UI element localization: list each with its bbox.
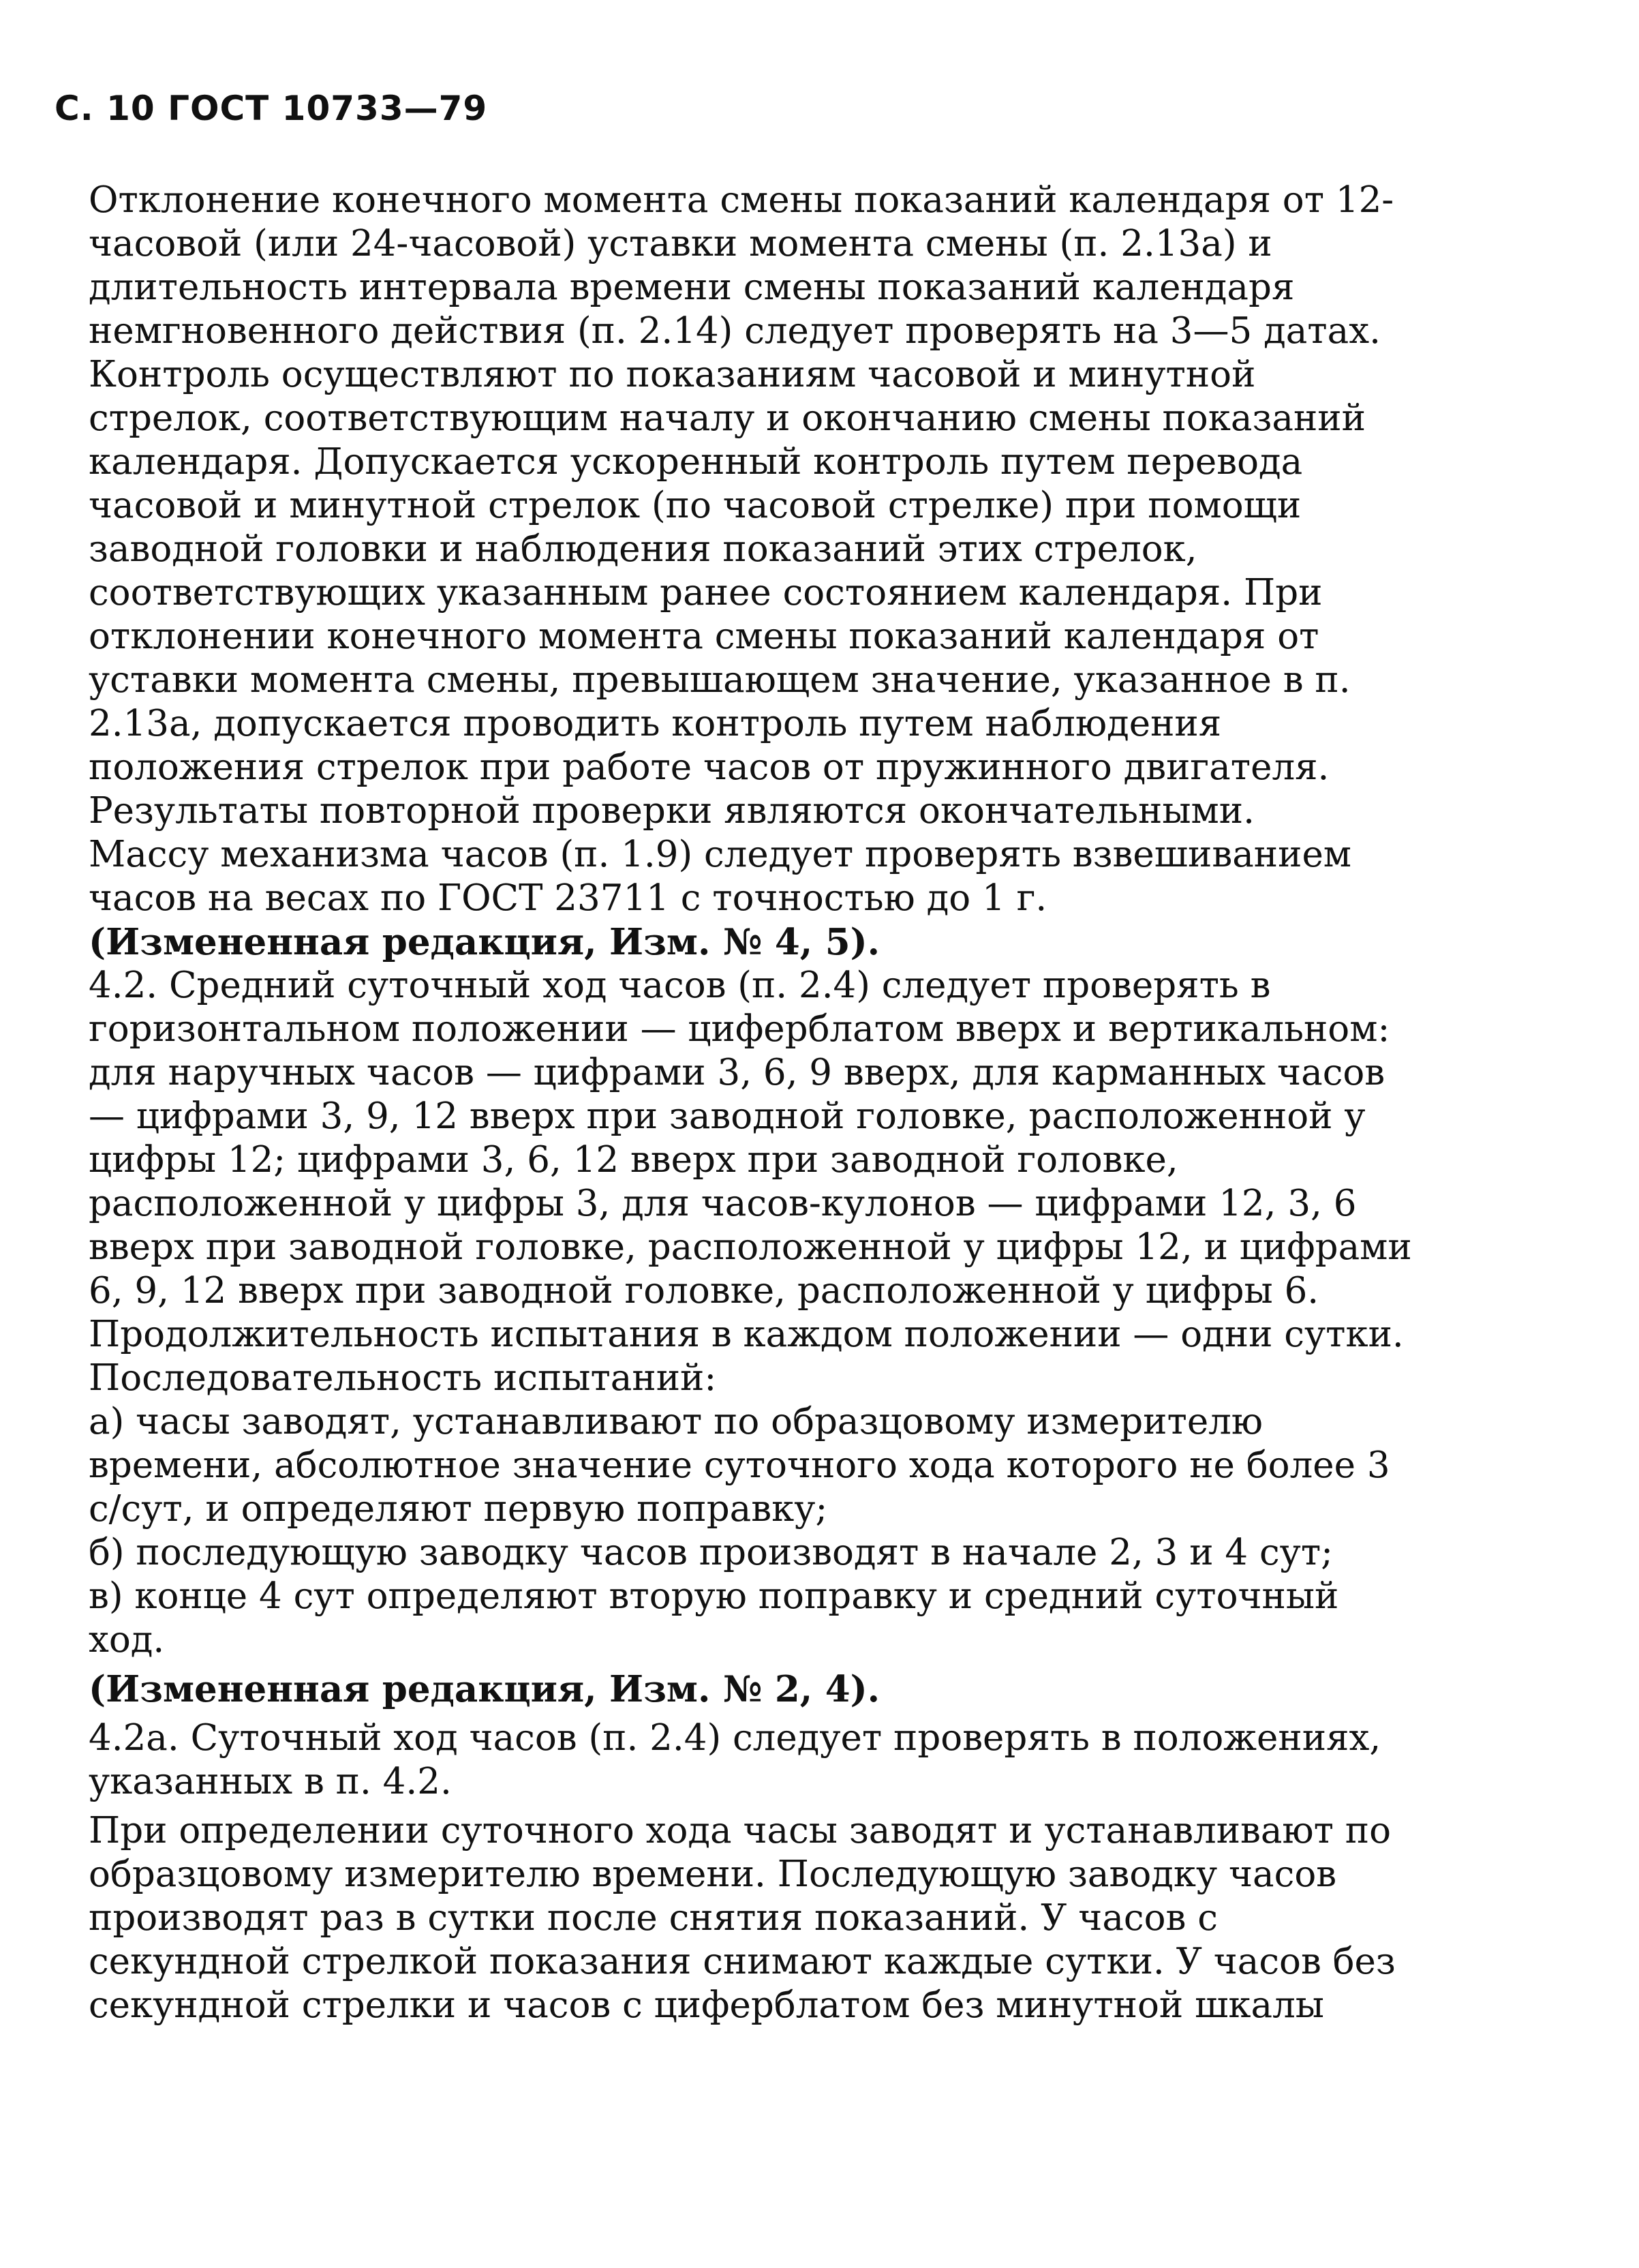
paragraph-test-duration: Продолжительность испытания в каждом положении — одни сутки. (89, 1314, 1404, 1355)
paragraph-mass-check: Массу механизма часов (п. 1.9) следует проверять взвешиванием часов на весах по ГОСТ 23711 с точностью до 1 г. (89, 834, 1352, 919)
amendment-note: (Измененная редакция, Изм. № 4, 5). (89, 921, 880, 963)
running-header: С. 10 ГОСТ 10733—79 (55, 89, 488, 128)
paragraph-test-sequence: Последовательность испытаний: (89, 1357, 717, 1399)
paragraph-calendar-check: Отклонение конечного момента смены показаний календаря от 12-часовой (или 24-часовой) уставки момента смены (п. 2.13а) и длительность интервала времени смены показаний календаря немгновенного действия (п. 2.14) следует проверять на 3—5 датах. Контроль осуществляют по показаниям часовой и минутной стрелок, соответствующим началу и окончанию смены показаний календаря. Допускается ускоренный контроль путем перевода часовой и минутной стрелок (по часовой стрелке) при помощи заводной головки и наблюдения показаний этих стрелок, соответствующих указанным ранее состоянием календаря. При отклонении конечного момента смены показаний календаря от уставки момента смены, превышающем значение, указанное в п. 2.13а, допускается проводить контроль путем наблюдения положения стрелок при работе часов от пружинного двигателя. Результаты повторной проверки являются окончательными. (89, 179, 1394, 832)
list-item-b: б) последующую заводку часов производят в начале 2, 3 и 4 сут; (89, 1532, 1334, 1573)
document-body (89, 179, 1418, 2027)
paragraph-daily-rate: При определении суточного хода часы заводят и устанавливают по образцовому измерителю времени. Последующую заводку часов производят раз в сутки после снятия показаний. У часов с секундной стрелкой показания снимают каждые сутки. У часов без секундной стрелки и часов с циферблатом без минутной шкалы (89, 1810, 1396, 2026)
paragraph-4-2: 4.2. Средний суточный ход часов (п. 2.4) следует проверять в горизонтальном положении — циферблатом вверх и вертикальном: для наручных часов — цифрами 3, 6, 9 вверх, для карманных часов — цифрами 3, 9, 12 вверх при заводной головке, расположенной у цифры 12; цифрами 3, 6, 12 вверх при заводной головке, расположенной у цифры 3, для часов-кулонов — цифрами 12, 3, 6 вверх при заводной головке, расположенной у цифры 12, и цифрами 6, 9, 12 вверх при заводной головке, расположенной у цифры 6. (89, 965, 1412, 1312)
amendment-note: (Измененная редакция, Изм. № 2, 4). (89, 1668, 880, 1710)
list-item-a: а) часы заводят, устанавливают по образцовому измерителю времени, абсолютное значение суточного хода которого не более 3 с/сут, и определяют первую поправку; (89, 1401, 1390, 1530)
paragraph-4-2a: 4.2а. Суточный ход часов (п. 2.4) следует проверять в положениях, указанных в п. 4.2. (89, 1717, 1381, 1802)
list-item-v: в) конце 4 сут определяют вторую поправку и средний суточный ход. (89, 1575, 1339, 1661)
